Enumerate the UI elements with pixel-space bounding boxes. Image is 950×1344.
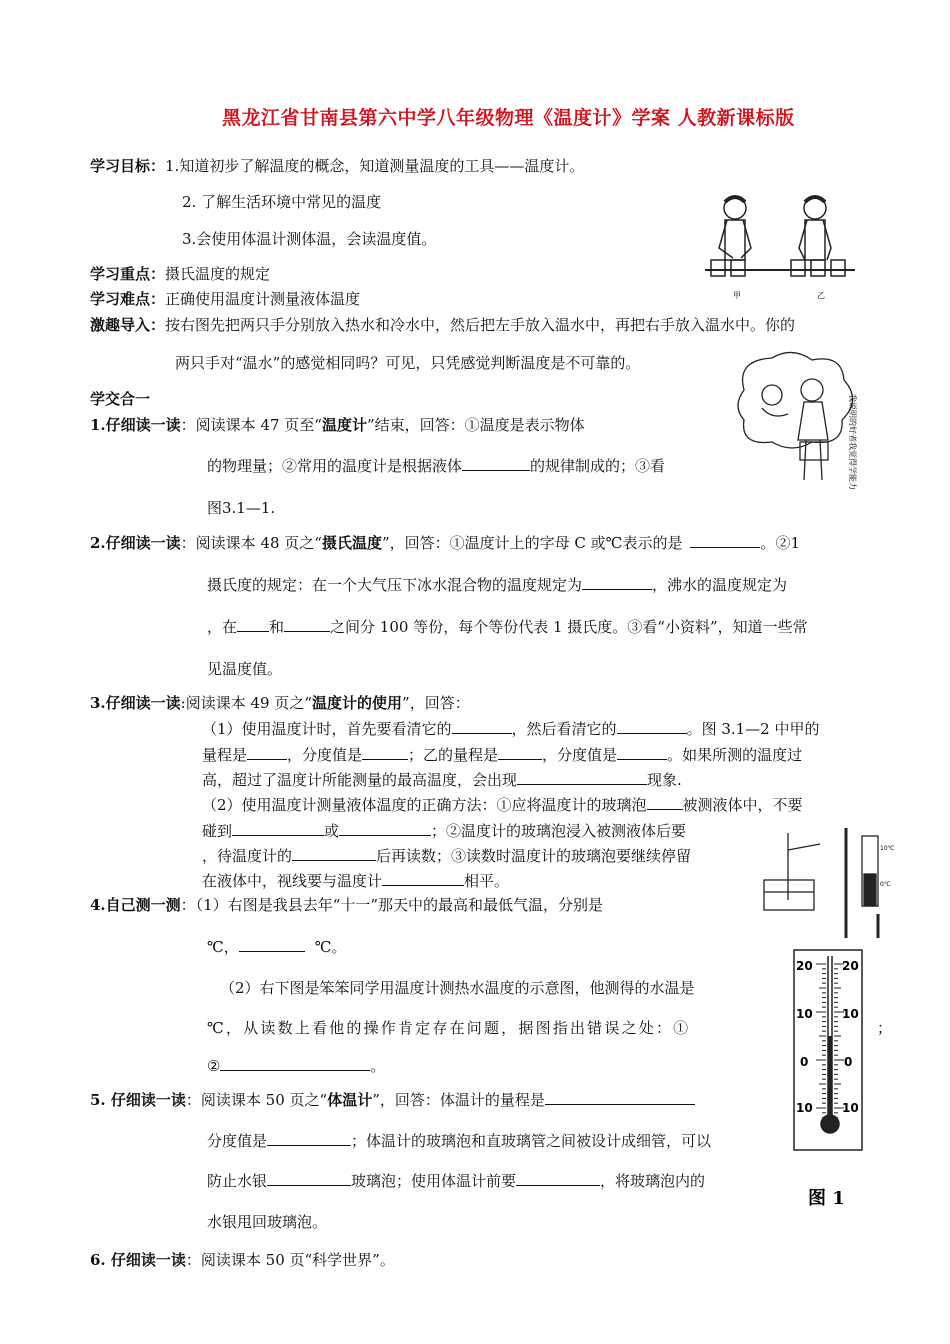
blank[interactable] (232, 821, 324, 836)
q3-p6a: ，待温度计的 (202, 847, 293, 865)
figure-1-thermometer (790, 946, 870, 1208)
goal-2: 2. 了解生活环境中常见的温度 (182, 193, 382, 211)
q3-l1a: :阅读课本 49 页之“ (180, 694, 313, 712)
q1-text-c: ”结束，回答：①温度是表示物体 (366, 416, 585, 434)
q3-p3a: 高，超过了温度计所能测量的最高温度，会出现 (202, 771, 518, 789)
q4-label: 4.自己测一测 (90, 896, 181, 914)
q5-l1b: 体温计 (327, 1091, 373, 1109)
q1-l2a: 的物理量；②常用的温度计是根据液体 (207, 457, 463, 475)
q3-p7 (202, 870, 509, 891)
q2-l2b: ，沸水的温度规定为 (652, 576, 788, 594)
page-title: 黑龙江省甘南县第六中学八年级物理《温度计》学案 人教新课标版 (222, 107, 795, 129)
scale-right-10: 10 (842, 1007, 859, 1021)
q5-l3c: ，将玻璃泡内的 (600, 1172, 706, 1190)
q3-line-1 (90, 692, 470, 713)
blank[interactable] (267, 1131, 351, 1146)
q3-p5c: ；②温度计的玻璃泡浸入被测液体后要 (431, 822, 687, 840)
q3-p6b: 后再读数；③读数时温度计的玻璃泡要继续停留 (376, 847, 692, 865)
q3-p7b: 相平。 (464, 872, 510, 890)
goal-3: 3.会使用体温计测体温，会读温度值。 (182, 230, 437, 248)
q4-l5a: ② (207, 1057, 221, 1075)
key-point-label: 学习重点： (90, 265, 166, 283)
q3-p2d: ，分度值是 (542, 746, 618, 764)
q5-line-4: 水银甩回玻璃泡。 (207, 1213, 328, 1231)
q5-l2b: ；体温计的玻璃泡和直玻璃管之间被设计成细管，可以 (351, 1132, 712, 1150)
q6-text: ：阅读课本 50 页“科学世界”。 (185, 1251, 395, 1269)
q2-l1c: ”，回答：①温度计上的字母 C 或℃表示的是 (381, 534, 683, 552)
q4-line-4: ℃，从读数上看他的操作肯定存在问题，据图指出错误之处：① (207, 1019, 691, 1037)
q2-l3c: 之间分 100 等份，每个等份代表 1 摄氏度。③看“小资料”，知道一些常 (330, 618, 808, 636)
q2-l3b: 和 (269, 618, 285, 636)
intro-line-1 (90, 314, 795, 335)
blank[interactable] (617, 719, 687, 734)
q3-p5b: 或 (324, 822, 340, 840)
goal-1: 1.知道初步了解温度的概念，知道测量温度的工具——温度计。 (165, 157, 585, 175)
blank[interactable] (237, 617, 269, 632)
thermometer-beaker-figure (760, 828, 895, 938)
scale-right-20: 20 (842, 959, 859, 973)
q4-line-5 (207, 1055, 385, 1076)
q3-p5a: 碰到 (202, 822, 233, 840)
q2-l3a: ，在 (207, 618, 238, 636)
q3-p6 (202, 845, 691, 866)
blank[interactable] (339, 821, 431, 836)
q3-p1c: 。图 3.1—2 中甲的 (686, 720, 820, 738)
thought-bubble-figure (732, 350, 897, 490)
blank[interactable] (582, 575, 652, 590)
q3-p4 (202, 794, 803, 815)
blank[interactable] (247, 745, 287, 760)
q4-line-3: （2）右下图是笨笨同学用温度计测热水温度的示意图，他测得的水温是 (220, 979, 695, 997)
q4-l2a: ℃， (207, 938, 239, 956)
q5-line-2 (207, 1130, 711, 1151)
q5-l3a: 防止水银 (207, 1172, 268, 1190)
q4-line-4-end: ； (877, 1019, 893, 1037)
q3-p5 (202, 820, 686, 841)
blank[interactable] (220, 1056, 370, 1071)
q5-l3b: 玻璃泡；使用体温计前要 (351, 1172, 517, 1190)
scale-left-0: 0 (800, 1055, 809, 1069)
blank[interactable] (239, 937, 305, 952)
key-point-text: 摄氏温度的规定 (165, 265, 271, 283)
q3-p4b: 被测液体中，不要 (682, 796, 803, 814)
intro-label: 激趣导入： (90, 316, 166, 334)
q1-line-3: 图3.1—1. (207, 499, 276, 517)
q3-l1b: 温度计的使用 (312, 694, 403, 712)
blank[interactable] (516, 1171, 600, 1186)
q4-line-2 (207, 936, 347, 957)
q3-p4a: （2）使用温度计测量液体温度的正确方法：①应将温度计的玻璃泡 (202, 796, 647, 814)
q1-line-2 (207, 455, 665, 476)
thermo-label-0: 0℃ (880, 881, 891, 888)
q3-p2c: ；乙的量程是 (408, 746, 499, 764)
q1-l2b: 的规律制成的；③看 (530, 457, 666, 475)
intro-text-1: 按右图先把两只手分别放入热水和冷水中，然后把左手放入温水中，再把右手放入温水中。你的 (165, 316, 796, 334)
q2-line-1 (90, 532, 800, 553)
blank[interactable] (292, 846, 376, 861)
blank[interactable] (498, 745, 542, 760)
q5-label: 5. 仔细读一读 (90, 1091, 186, 1109)
q5-line-3 (207, 1170, 705, 1191)
q3-p2b: ，分度值是 (287, 746, 363, 764)
q6-label: 6. 仔细读一读 (90, 1251, 186, 1269)
difficulty (90, 288, 360, 309)
q2-l1a: ：阅读课本 48 页之“ (180, 534, 322, 552)
fig-label-yi: 乙 (817, 291, 825, 300)
blank[interactable] (517, 770, 647, 785)
intro-line-2: 两只手对“温水”的感觉相同吗？可见，只凭感觉判断温度是不可靠的。 (175, 354, 641, 372)
blank[interactable] (284, 617, 330, 632)
goals-label: 学习目标： (90, 157, 166, 175)
q1-line-1 (90, 414, 585, 435)
q4-line-1 (90, 894, 603, 915)
q2-line-3 (207, 616, 808, 637)
blank[interactable] (647, 795, 683, 810)
q4-l2b: ℃。 (314, 938, 347, 956)
blank[interactable] (462, 456, 530, 471)
q5-l1c: ”，回答：体温计的量程是 (372, 1091, 545, 1109)
q5-line-1 (90, 1089, 695, 1110)
blank[interactable] (617, 745, 667, 760)
q2-label: 2.仔细读一读 (90, 534, 181, 552)
scale-right-0: 0 (844, 1055, 853, 1069)
q3-label: 3.仔细读一读 (90, 694, 181, 712)
q3-p1 (202, 718, 820, 739)
thermo-label-10: 10℃ (880, 845, 895, 852)
q1-label: 1.仔细读一读 (90, 416, 181, 434)
scale-left-20: 20 (796, 959, 813, 973)
q2-l2a: 摄氏度的规定：在一个大气压下冰水混合物的温度规定为 (207, 576, 583, 594)
key-point (90, 263, 270, 284)
q3-l1c: ”，回答： (402, 694, 470, 712)
blank[interactable] (382, 871, 464, 886)
q3-p1a: （1）使用温度计时，首先要看清它的 (202, 720, 452, 738)
q4-l5b: 。 (370, 1057, 386, 1075)
section-heading: 学交合一 (90, 390, 151, 408)
q3-p3 (202, 769, 682, 790)
q3-p1b: ，然后看清它的 (511, 720, 617, 738)
difficulty-text: 正确使用温度计测量液体温度 (165, 290, 361, 308)
q5-l2a: 分度值是 (207, 1132, 268, 1150)
q1-text-a: ：阅读课本 47 页至“ (180, 416, 322, 434)
blank[interactable] (690, 533, 760, 548)
bubble-text: 我说明的好者我觉得学能力 (848, 394, 857, 490)
blank[interactable] (362, 745, 408, 760)
scale-left-10: 10 (796, 1007, 813, 1021)
q6-line (90, 1249, 395, 1270)
q4-l1: ：（1）右图是我县去年“十一”那天中的最高和最低气温，分别是 (180, 896, 604, 914)
q5-l1a: ：阅读课本 50 页之“ (185, 1091, 328, 1109)
q3-p2e: 。如果所测的温度过 (667, 746, 803, 764)
q3-p7a: 在液体中，视线要与温度计 (202, 872, 383, 890)
blank[interactable] (545, 1090, 695, 1105)
q3-p2 (202, 744, 802, 765)
fig-label-jia: 甲 (733, 291, 741, 300)
hands-water-figure (705, 188, 855, 303)
q2-line-2 (207, 574, 787, 595)
blank[interactable] (267, 1171, 351, 1186)
q3-p2a: 量程是 (202, 746, 248, 764)
q2-l1d: 。②1 (760, 534, 800, 552)
scale-right-neg10: 10 (842, 1101, 859, 1115)
scale-left-neg10: 10 (796, 1101, 813, 1115)
blank[interactable] (452, 719, 512, 734)
q2-line-4: 见温度值。 (207, 660, 283, 678)
difficulty-label: 学习难点： (90, 290, 166, 308)
q3-p3b: 现象. (647, 771, 682, 789)
q2-l1b: 摄氏温度 (321, 534, 382, 552)
q1-text-b: 温度计 (321, 416, 367, 434)
goals-line-1 (90, 155, 584, 176)
figure-1-caption: 图 1 (808, 1188, 845, 1208)
